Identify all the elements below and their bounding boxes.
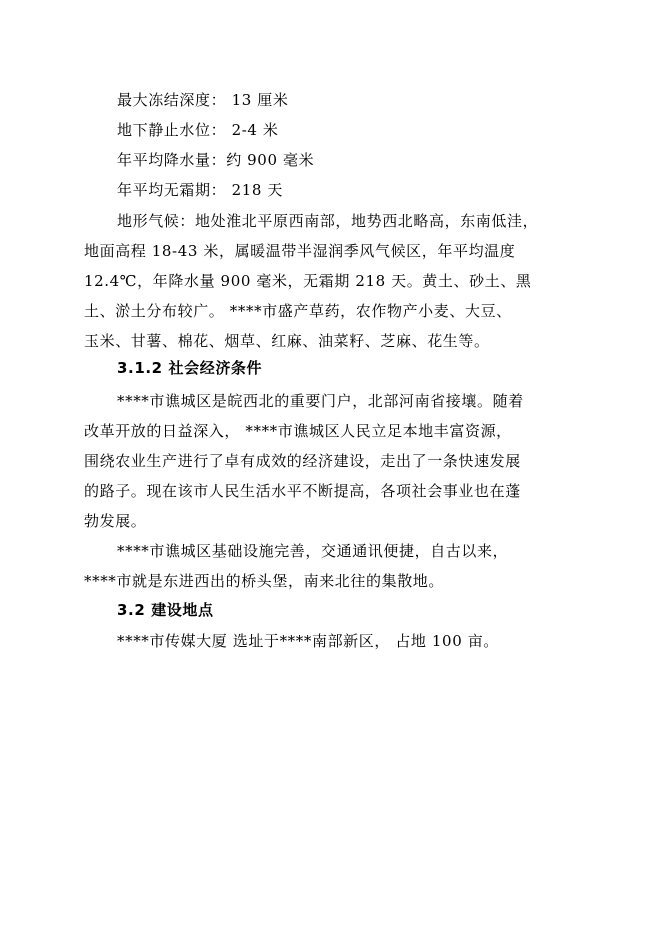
terrain-paragraph-line-4: 土、淤土分布较广。 ****市盛产草药，农作物产小麦、大豆、 [84, 302, 512, 320]
social-paragraph-line-1: ****市谯城区是皖西北的重要门户，北部河南省接壤。随着 [117, 392, 524, 410]
section-heading-construction-site: 3.2 建设地点 [117, 601, 214, 619]
social-paragraph-line-5: 勃发展。 [84, 512, 147, 530]
terrain-paragraph-line-1: 地形气候：地处淮北平原西南部，地势西北略高，东南低洼， [117, 212, 539, 230]
infrastructure-paragraph-line-2: ****市就是东进西出的桥头堡，南来北往的集散地。 [84, 572, 445, 590]
terrain-paragraph-line-2: 地面高程 18-43 米，属暖温带半湿润季风气候区，年平均温度 [84, 242, 516, 260]
rainfall-line: 年平均降水量：约 900 毫米 [117, 151, 315, 169]
frost-depth-line: 最大冻结深度： 13 厘米 [117, 91, 289, 109]
section-heading-social-economic: 3.1.2 社会经济条件 [117, 359, 263, 377]
social-paragraph-line-3: 围绕农业生产进行了卓有成效的经济建设，走出了一条快速发展 [84, 452, 521, 470]
social-paragraph-line-2: 改革开放的日益深入， ****市谯城区人民立足本地丰富资源， [84, 422, 512, 440]
terrain-paragraph-line-5: 玉米、甘薯、棉花、烟草、红麻、油菜籽、芝麻、花生等。 [84, 332, 490, 350]
site-paragraph-line-1: ****市传媒大厦 选址于****南部新区， 占地 100 亩。 [117, 632, 499, 650]
infrastructure-paragraph-line-1: ****市谯城区基础设施完善，交通通讯便捷，自古以来， [117, 542, 509, 560]
groundwater-line: 地下静止水位： 2-4 米 [117, 121, 279, 139]
frost-free-line: 年平均无霜期： 218 天 [117, 181, 283, 199]
social-paragraph-line-4: 的路子。现在该市人民生活水平不断提高，各项社会事业也在蓬 [84, 482, 521, 500]
terrain-paragraph-line-3: 12.4℃，年降水量 900 毫米，无霜期 218 天。黄土、砂土、黑 [84, 272, 532, 290]
